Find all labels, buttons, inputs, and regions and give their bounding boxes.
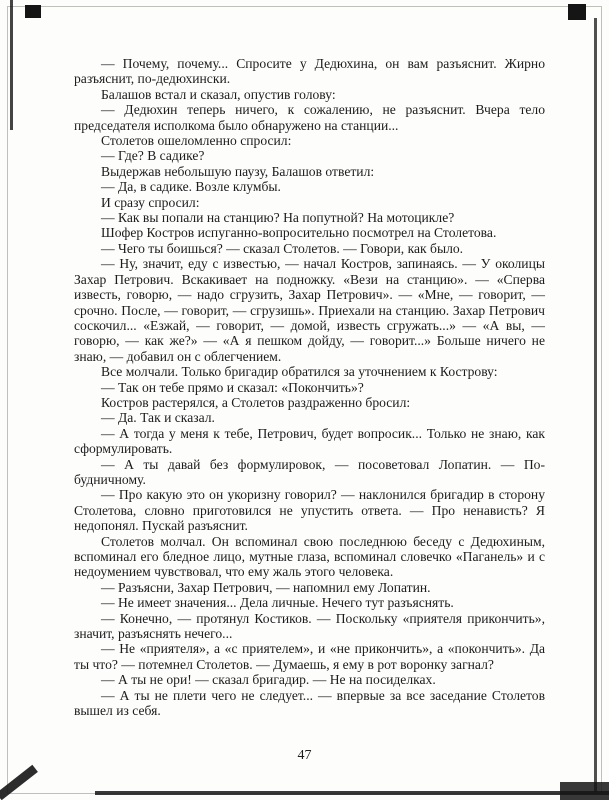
paragraph: — Да, в садике. Возле клумбы.: [101, 179, 281, 195]
paragraph: Костров растерялся, а Столетов раздраженно бросил:: [101, 394, 411, 410]
scan-mark-right-edge: [594, 18, 597, 792]
paragraph: — Ну, значит, еду с известью, — начал Костров, запинаясь. — У околицы Захар Петрович. Вскакивает на подножку. «Вези на станцию». — «Сперва известь, говорю, — надо сгрузить, Захар Петрович». — «Мне, — говорит, — срочно. После, — говорит, — сгрузишь». Приехали на станцию. Захар Петрович соскочил... «Езжай, — говорит, — домой, известь сгружать...» — «А вы, — говорю, — как же?» — «А я пешком дойду, — говорит...» Больше ничего не знаю, — добавил он с облегчением.: [74, 256, 545, 364]
scan-mark-bottom-edge: [95, 791, 609, 795]
paragraph: — А ты давай без формулировок, — посоветовал Лопатин. — По-будничному.: [74, 456, 545, 487]
paragraph: — Почему, почему... Спросите у Дедюхина, он вам разъяснит. Жирно разъяснит, по-дедюхински.: [74, 56, 545, 87]
paragraph: Шофер Костров испуганно-вопросительно посмотрел на Столетова.: [101, 225, 497, 241]
scan-mark-top-left: [25, 5, 41, 18]
paragraph: — Про какую это он укоризну говорил? — наклонился бригадир в сторону Столетова, словно приготовился не упустить ответа. — Про ненависть? Я недопонял. Пускай разъяснит.: [74, 487, 545, 534]
paragraph: — А ты не ори! — сказал бригадир. — Не на посиделках.: [101, 672, 436, 688]
paragraph: — Дедюхин теперь ничего, к сожалению, не разъяснит. Вчера тело председателя исполкома было обнаружено на станции...: [74, 102, 545, 133]
paragraph: Столетов ошеломленно спросил:: [101, 133, 292, 149]
paragraph: — А тогда у меня к тебе, Петрович, будет вопросик... Только не знаю, как сформулировать.: [74, 425, 545, 457]
paragraph: — Конечно, — протянул Костиков. — Поскольку «приятеля прикончить», значит, разъяснять нечего...: [74, 610, 545, 642]
paragraph: — Разъясни, Захар Петрович, — напомнил ему Лопатин.: [101, 579, 431, 595]
paragraph: — Да. Так и сказал.: [101, 410, 215, 426]
paragraph: — Где? В садике?: [101, 148, 205, 164]
paragraph: — Чего ты боишься? — сказал Столетов. — Говори, как было.: [101, 240, 464, 256]
paragraph: Выдержав небольшую паузу, Балашов ответил:: [101, 163, 375, 179]
paragraph: Балашов встал и сказал, опустив голову:: [101, 86, 336, 102]
scan-mark-bottom-left: [0, 765, 38, 800]
paragraph: Столетов молчал. Он вспоминал свою последнюю беседу с Дедюхиным, вспоминал его бледное лицо, мутные глаза, вспоминал словечко «Паганель» и с недоумением чувствовал, что ему жаль этого человека.: [74, 533, 545, 580]
paragraph: — Как вы попали на станцию? На попутной? На мотоцикле?: [101, 210, 455, 226]
paragraph: Все молчали. Только бригадир обратился за уточнением к Кострову:: [101, 364, 498, 380]
scan-mark-bottom-right: [560, 782, 609, 800]
paragraph: — Не имеет значения... Дела личные. Нечего тут разъяснять.: [101, 595, 454, 611]
paragraph: И сразу спросил:: [101, 194, 200, 210]
text-block: [74, 56, 545, 718]
paragraph: — А ты не плети чего не следует... — впервые за все заседание Столетов вышел из себя.: [74, 687, 545, 719]
scan-mark-top-right: [568, 4, 586, 20]
paragraph: — Не «приятеля», а «с приятелем», и «не прикончить», а «покончить». Да ты что? — потемнел Столетов. — Думаешь, я ему в рот воронку загнал?: [74, 641, 545, 672]
scan-mark-left-edge: [10, 0, 13, 130]
paragraph: — Так он тебе прямо и сказал: «Покончить»?: [101, 379, 364, 395]
page-number: 47: [297, 748, 312, 763]
